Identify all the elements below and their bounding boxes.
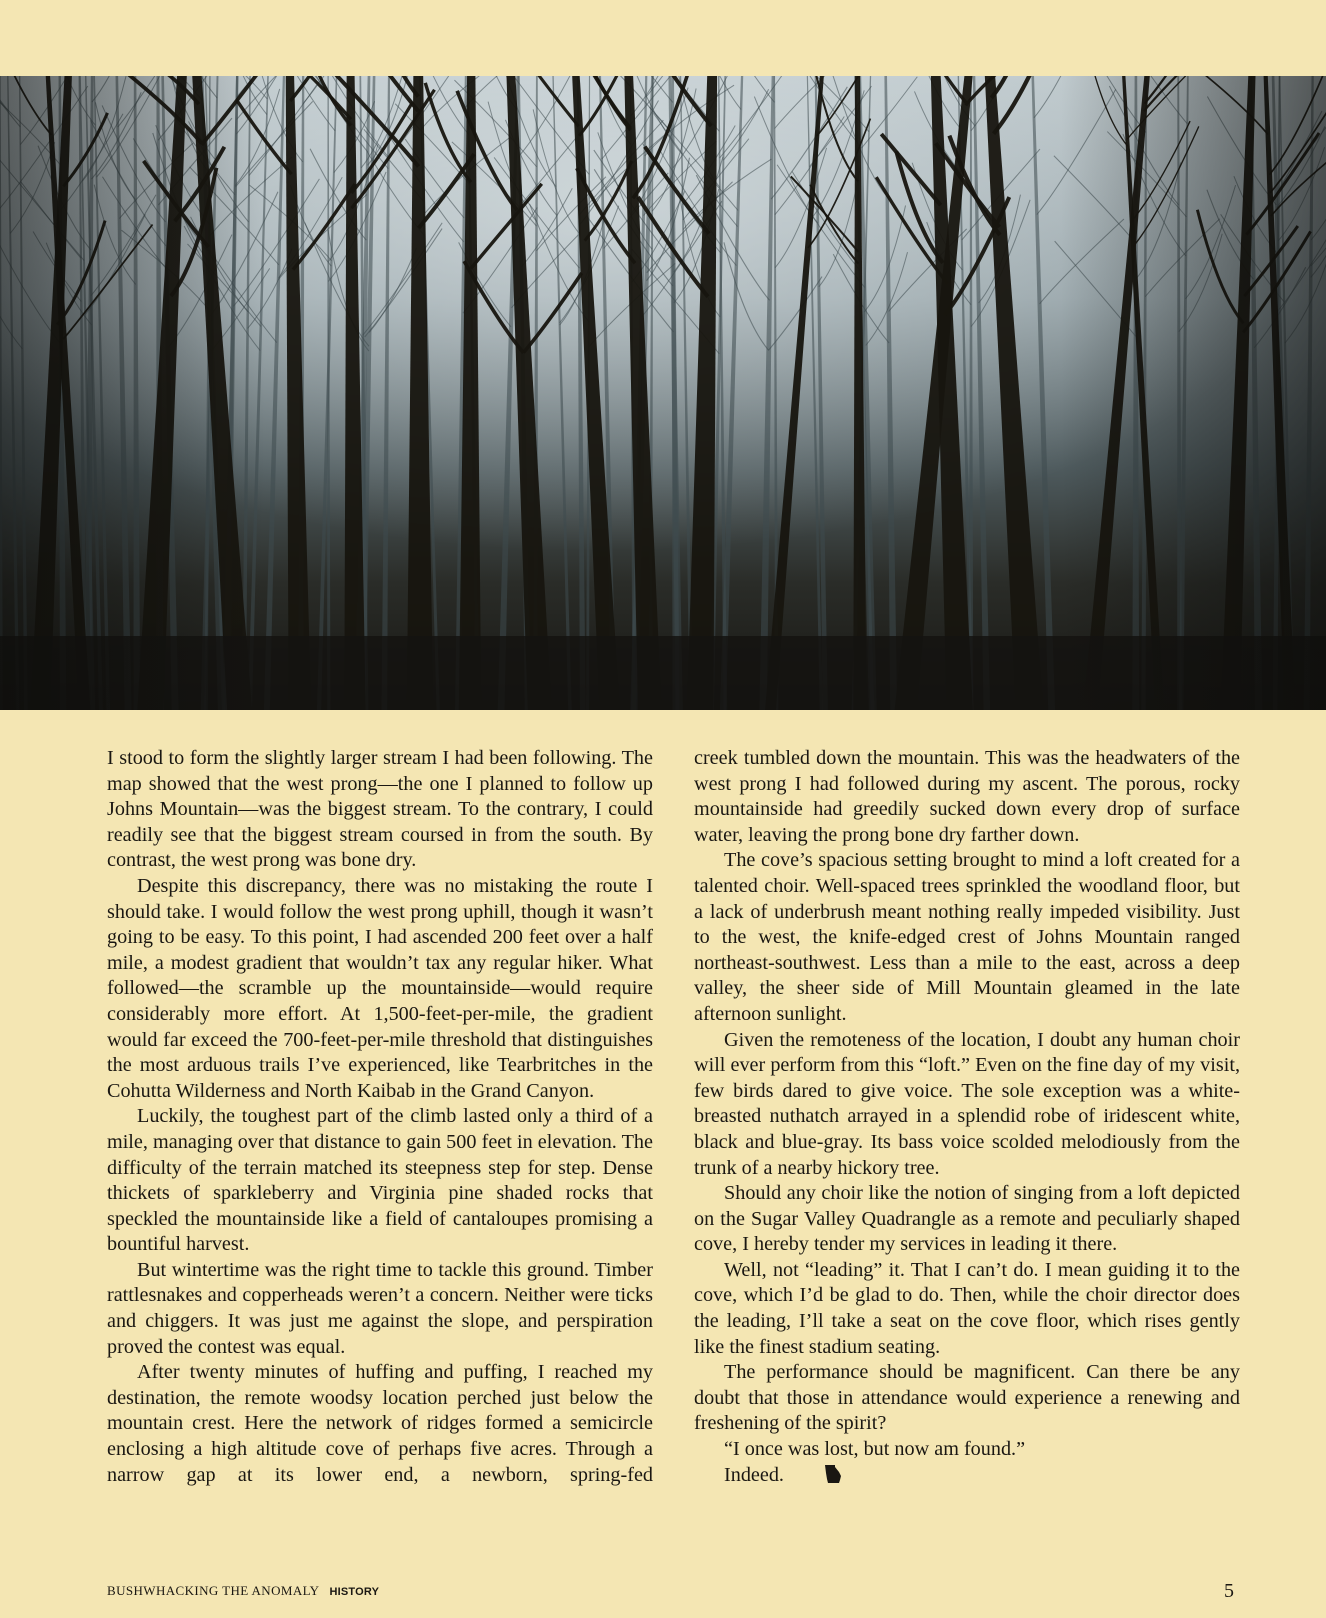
paragraph: I stood to form the slightly larger stream I had been following. The map showed that the west prong—the one I planned to follow up Johns Mountain—was the biggest stream. To the contrary, I could readily see that the biggest stream coursed in from the south. By contrast, the west prong was bone dry. [107, 747, 653, 872]
foggy-forest-image [0, 76, 1326, 710]
paragraph: The performance should be magnificent. Can there be any doubt that those in attendance would experience a renewing and freshening of the spirit? [694, 1361, 1240, 1435]
paragraph: The cove’s spacious setting brought to mind a loft created for a talented choir. Well-spaced trees sprinkled the woodland floor, but a lack of underbrush meant nothing really impeded visibility. Just to the west, the knife-edged crest of Johns Mountain ranged northeast-southwest. Less than a mile to the east, across a deep valley, the sheer side of Mill Mountain gleamed in the late afternoon sunlight. [694, 849, 1240, 1025]
forest-photo [0, 76, 1326, 710]
paragraph: Despite this discrepancy, there was no mistaking the route I should take. I would follow the west prong uphill, though it wasn’t going to be easy. To this point, I had ascended 200 feet over a half mile, a modest gradient that wouldn’t tax any regular hiker. What followed—the scramble up the mountainside—would require considerably more effort. At 1,500-feet-per-mile, the gradient would far exceed the 700-feet-per-mile threshold that distinguishes the most arduous trails I’ve experienced, like Tearbritches in the Cohutta Wilderness and North Kaibab in the Grand Canyon. [107, 874, 653, 1102]
right-text-column [694, 746, 1240, 1491]
paragraph: But wintertime was the right time to tackle this ground. Timber rattlesnakes and copperheads weren’t a concern. Neither were ticks and chiggers. It was just me against the slope, and perspiration proved the contest was equal. [107, 1258, 653, 1358]
left-text-column [107, 746, 653, 1488]
quote-paragraph: “I once was lost, but now am found.” [724, 1438, 1026, 1461]
paragraph: Luckily, the toughest part of the climb lasted only a third of a mile, managing over that distance to gain 500 feet in elevation. The difficulty of the terrain matched its steepness step for step. Dense thickets of sparkleberry and Virginia pine shaded rocks that speckled the mountainside like a field of cantaloupes promising a bountiful harvest. [107, 1105, 653, 1256]
running-footer [107, 1583, 379, 1599]
georgia-state-shape-icon [794, 1464, 842, 1492]
final-word: Indeed. [724, 1463, 784, 1486]
paragraph: After twenty minutes of huffing and puffing, I reached my destination, the remote woodsy location perched just below the mountain crest. Here the network of ridges formed a semicircle enclosing a high altitude cove of perhaps five acres. Through a narrow gap at its lower end, a newborn, spring-fed [107, 1361, 653, 1486]
page-number: 5 [1224, 1580, 1234, 1602]
paragraph: Should any choir like the notion of singing from a loft depicted on the Sugar Valley Quadrangle as a remote and peculiarly shaped cove, I hereby tender my services in leading it there. [694, 1182, 1240, 1256]
running-title: BUSHWHACKING THE ANOMALY [107, 1583, 320, 1598]
section-label: HISTORY [329, 1586, 380, 1598]
final-paragraph [694, 1463, 1240, 1492]
paragraph: Given the remoteness of the location, I doubt any human choir will ever perform from this “loft.” Even on the fine day of my visit, few birds dared to give voice. The sole exception was a white-breasted nuthatch arrayed in a splendid robe of iridescent white, black and blue-gray. Its bass voice scolded melodiously from the trunk of a nearby hickory tree. [694, 1028, 1240, 1179]
paragraph: creek tumbled down the mountain. This was the headwaters of the west prong I had followed during my ascent. The porous, rocky mountainside had greedily sucked down every drop of surface water, leaving the prong bone dry farther down. [694, 747, 1240, 846]
paragraph: Well, not “leading” it. That I can’t do. I mean guiding it to the cove, which I’d be glad to do. Then, while the choir director does the leading, I’ll take a seat on the cove floor, which rises gently like the finest stadium seating. [694, 1258, 1240, 1358]
